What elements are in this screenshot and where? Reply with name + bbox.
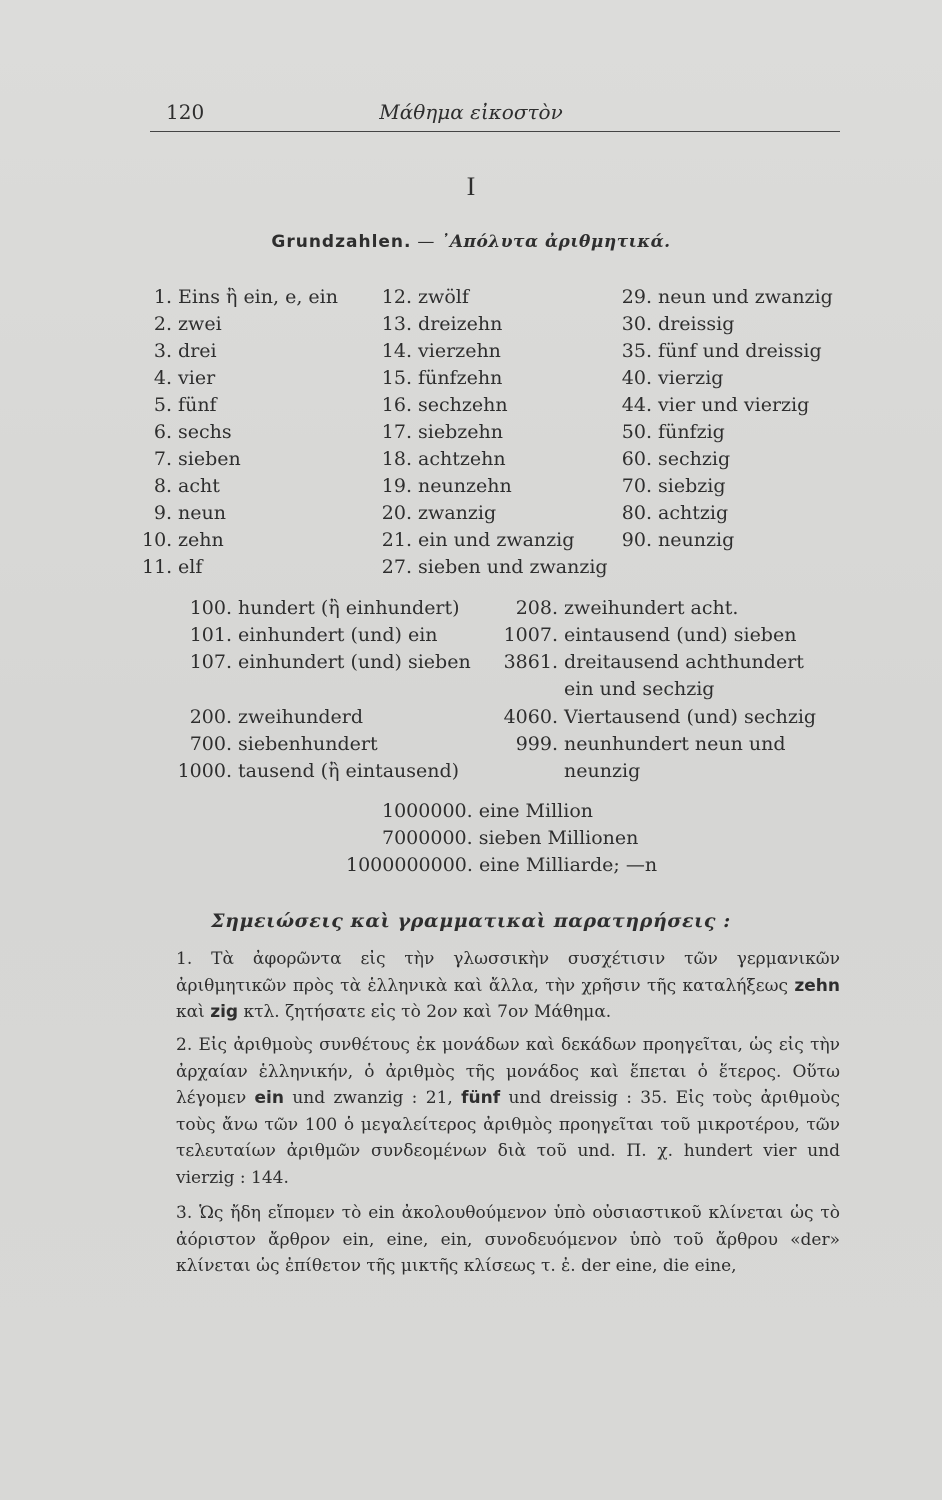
num-entry-2: 2. zwei [153,313,222,335]
num-entry-29: 29. neun und zwanzig [621,286,833,308]
num-entry-11: 11. elf [142,556,203,578]
num-entry-16: 16. sechzehn [381,394,508,416]
num-entry-90: 90. neunzig [621,529,735,551]
heading-dash: — [411,232,441,252]
num-entry-19: 19. neunzehn [381,475,512,497]
num-entry-18: 18. achtzehn [381,448,506,470]
num-entry-4: 4. vier [153,367,216,389]
num-entry-12: 12. zwölf [381,286,469,308]
num-entry-200: 200. zweihunderd [189,706,364,728]
num-entry-30: 30. dreissig [621,313,735,335]
num-entry-44: 44. vier und vierzig [621,394,810,416]
page-number: 120 [166,100,205,124]
num-entry-10: 10. zehn [142,529,224,551]
num-entry-7: 7. sieben [153,448,241,470]
heading-german: Grundzahlen. [271,232,412,252]
num-entry-4060: 4060. Viertausend (und) sechzig [503,706,817,728]
num-entry-40: 40. vierzig [621,367,724,389]
num-entry-101: 101. einhundert (und) ein [189,624,438,646]
num-entry-999: 999. neunhundert neun und [515,733,786,755]
num-entry-17: 17. siebzehn [381,421,504,443]
header-rule [150,131,840,132]
section-number: I [466,172,476,201]
num-entry-9: 9. neun [153,502,227,524]
num-entry-15: 15. fünfzehn [381,367,503,389]
num-entry-70: 70. siebzig [621,475,726,497]
notes-heading: Σημειώσεις καὶ γραμματικαὶ παρατηρήσεις : [211,910,731,932]
num-entry-60: 60. sechzig [621,448,731,470]
num-entry-27: 27. sieben und zwanzig [381,556,608,578]
num-entry-21: 21. ein und zwanzig [381,529,575,551]
note-1: 1. Τὰ ἀφορῶντα εἰς τὴν γλωσσικὴν συσχέτισιν τῶν γερμανικῶν ἀριθμητικῶν πρὸς τὰ ἑλληνικὰ καὶ ἄλλα, τὴν χρῆσιν τῆς καταλήξεως zehn καὶ zig κτλ. ζητήσατε εἰς τὸ 2ον καὶ 7ον Μάθημα. [176,949,840,1022]
num-entry-3861-cont: ein und sechzig [564,678,715,700]
num-entry-seven-million: 7000000. sieben Millionen [382,827,639,849]
section-heading [0,232,942,252]
note-2: 2. Εἰς ἀριθμοὺς συνθέτους ἐκ μονάδων καὶ δεκάδων προηγεῖται, ὡς εἰς τὴν ἀρχαίαν ἑλληνικήν, ὁ ἀριθμὸς τῆς μονάδος καὶ ἕπεται ὁ ἕτερος. Οὕτω λέγομεν ein und zwanzig : 21, fünf und dreissig : 35. Εἰς τοὺς ἀριθμοὺς τοὺς ἄνω τῶν 100 ὁ μεγαλείτερος ἀριθμὸς προηγεῖται τοῦ μικροτέρου, τῶν τελευταίων ἀριθμῶν συνδεομένων διὰ τοῦ und. Π. χ. hundert vier und vierzig : 144. [176,1035,840,1188]
num-entry-14: 14. vierzehn [381,340,501,362]
num-entry-milliarde: 1000000000. eine Milliarde; —n [346,854,658,876]
num-entry-1007: 1007. eintausend (und) sieben [503,624,797,646]
num-entry-3861: 3861. dreitausend achthundert [503,651,804,673]
num-entry-8: 8. acht [153,475,220,497]
note-3: 3. Ὡς ἤδη εἴπομεν τὸ ein ἀκολουθούμενον ὑπὸ οὐσιαστικοῦ κλίνεται ὡς τὸ ἀόριστον ἄρθρον ein, eine, ein, συνοδευόμενον ὑπὸ τοῦ ἄρθρου «der» κλίνεται ὡς ἐπίθετον τῆς μικτῆς κλίσεως τ. ἐ. der eine, die eine, [176,1203,840,1276]
num-entry-107: 107. einhundert (und) sieben [189,651,471,673]
num-entry-1000: 1000. tausend (ἢ eintausend) [177,760,460,782]
num-entry-6: 6. sechs [153,421,232,443]
num-entry-20: 20. zwanzig [381,502,497,524]
num-entry-13: 13. dreizehn [381,313,503,335]
num-entry-1: 1. Eins ἢ ein, e, ein [153,286,338,308]
heading-greek: ᾿Απόλυτα ἀριθμητικά. [440,232,671,252]
num-entry-80: 80. achtzig [621,502,729,524]
num-entry-35: 35. fünf und dreissig [621,340,822,362]
num-entry-3: 3. drei [153,340,217,362]
num-entry-700: 700. siebenhundert [189,733,378,755]
num-entry-208: 208. zweihundert acht. [515,597,739,619]
num-entry-50: 50. fünfzig [621,421,725,443]
num-entry-100: 100. hundert (ἢ einhundert) [189,597,460,619]
num-entry-5: 5. fünf [153,394,217,416]
running-title: Μάθημα εἰκοστὸν [379,100,563,124]
num-entry-million: 1000000. eine Million [382,800,593,822]
num-entry-999-cont: neunzig [564,760,641,782]
